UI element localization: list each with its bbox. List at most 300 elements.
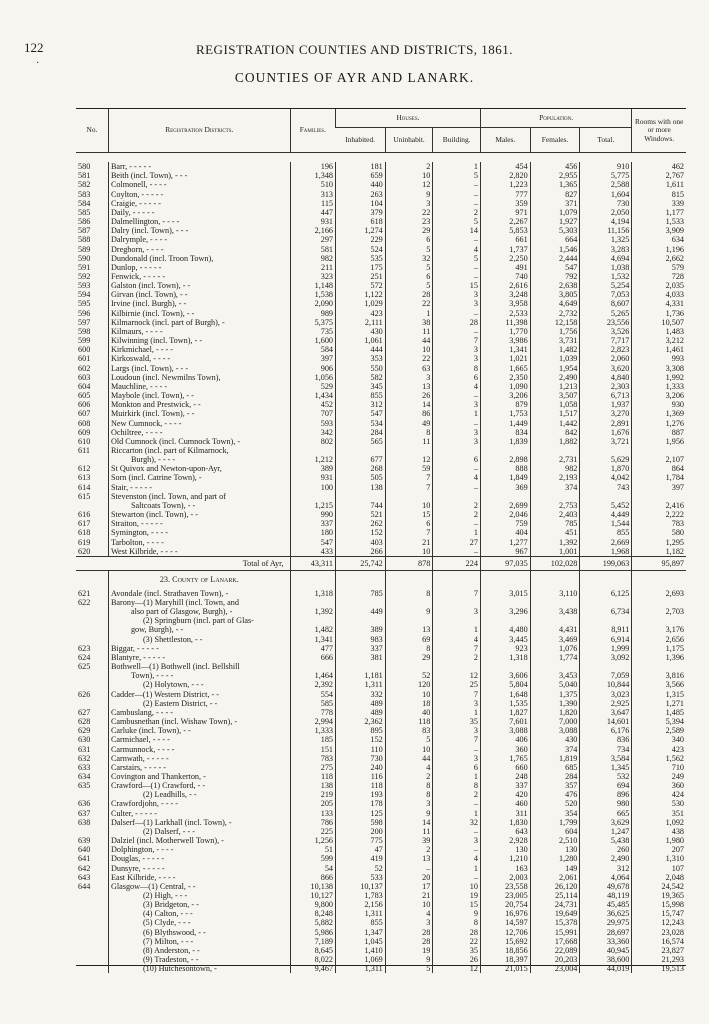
value-cell: 28,697 [580,928,632,937]
value-cell: 547 [336,409,386,418]
district-number: 628 [78,717,91,727]
value-cell: 107 [632,864,686,873]
value-cell: 2,222 [632,510,686,519]
value-cell [385,598,433,607]
table-row [76,616,686,625]
value-cell: 1,310 [632,854,686,863]
value-cell: 10,138 [290,882,335,891]
district-name: Barr, - - - - - [108,162,290,171]
value-cell: 83 [385,726,433,735]
value-cell: 1,196 [632,245,686,254]
value-cell: 3,438 [530,607,580,616]
value-cell: 193 [336,790,386,799]
value-cell: 582 [336,373,386,382]
value-cell: 1,839 [480,437,530,446]
district-number [76,699,108,708]
value-cell [290,446,335,455]
value-cell: 1,937 [580,400,632,409]
district-name: Ochiltree, - - - - [108,428,290,437]
table-row [76,345,686,354]
value-cell: 27 [433,538,481,547]
district-number: 584 [78,198,91,208]
value-cell: 1,341 [290,635,335,644]
district-name: Galston (incl. Town), - - [108,281,290,290]
district-name: Tarbolton, - - - - [108,538,290,547]
value-cell: 598 [336,818,386,827]
statistics-table [76,109,686,973]
district-name: Loudoun (incl. Newmilns Town), [108,373,290,382]
value-cell: 22 [385,299,433,308]
value-cell: 1,318 [290,589,335,598]
value-cell: 263 [336,190,386,199]
value-cell: 1,122 [336,290,386,299]
value-cell: 35 [433,717,481,726]
value-cell [580,598,632,607]
value-cell: 3,731 [530,336,580,345]
total-cell: 199,063 [580,556,632,570]
value-cell: 1,849 [480,473,530,482]
value-cell: 2 [385,845,433,854]
district-number: 596 [78,308,91,318]
district-name: Covington and Thankerton, - [108,772,290,781]
table-row [76,501,686,510]
running-head: REGISTRATION COUNTIES AND DISTRICTS, 1861. [195,42,514,57]
value-cell: 2,616 [480,281,530,290]
value-cell: 44,019 [580,964,632,973]
district-number: 590 [78,253,91,263]
value-cell: 1,676 [580,428,632,437]
district-number [76,680,108,689]
table-row [76,538,686,547]
district-name: (2) Dalserf, - - - [108,827,290,836]
value-cell: 7,189 [290,937,335,946]
value-cell: 593 [290,419,335,428]
district-number: 613 [78,473,91,483]
district-number: 586 [78,217,91,227]
district-name: Saltcoats Town), - - [108,501,290,510]
table-row [76,726,686,735]
value-cell: 15,991 [530,928,580,937]
value-cell: 18,856 [480,946,530,955]
table-row [76,437,686,446]
table-row [76,946,686,955]
value-cell [480,446,530,455]
value-cell: 3,507 [530,391,580,400]
value-cell: 219 [290,790,335,799]
district-name: (6) Blythswood, - - [108,928,290,937]
value-cell: 910 [580,162,632,171]
value-cell [632,492,686,501]
value-cell: 118 [336,781,386,790]
value-cell: 24,542 [632,882,686,891]
value-cell: 1,956 [632,437,686,446]
value-cell: 10 [385,745,433,754]
table-row [76,937,686,946]
value-cell [480,662,530,671]
value-cell: 152 [336,735,386,744]
table-row [76,854,686,863]
district-name: Cambusnethan (incl. Wishaw Town), - [108,717,290,726]
district-number: 642 [78,863,91,873]
value-cell: 5,882 [290,918,335,927]
value-cell: 2,767 [632,171,686,180]
value-cell: 534 [336,419,386,428]
value-cell [530,616,580,625]
district-name: Riccarton (incl. part of Kilmarnock, [108,446,290,455]
district-number: 641 [78,854,91,864]
value-cell: 2,699 [480,501,530,510]
value-cell: – [433,827,481,836]
value-cell: 579 [632,263,686,272]
value-cell: 11 [385,827,433,836]
value-cell: 49 [385,419,433,428]
value-cell: 229 [336,235,386,244]
value-cell [336,616,386,625]
district-name: (2) Holytown, - - - [108,680,290,689]
value-cell: 9 [433,909,481,918]
district-number: 588 [78,235,91,245]
value-cell: 7,000 [530,717,580,726]
value-cell: 138 [336,483,386,492]
value-cell: 2,656 [632,635,686,644]
value-cell [632,616,686,625]
value-cell: 403 [336,538,386,547]
value-cell: 12,706 [480,928,530,937]
value-cell: 20 [385,873,433,882]
value-cell: 4,840 [580,373,632,382]
value-cell: 3,566 [632,680,686,689]
district-name: Muirkirk (incl. Town), - - [108,409,290,418]
value-cell: 6 [433,373,481,382]
district-name: Girvan (incl. Town), - - [108,290,290,299]
table-row [76,391,686,400]
table-row [76,483,686,492]
district-name: (3) Bridgeton, - - [108,900,290,909]
value-cell: 8,911 [580,625,632,634]
value-cell: 3,270 [580,409,632,418]
value-cell: 3,206 [480,391,530,400]
value-cell: 1,434 [290,391,335,400]
value-cell [580,446,632,455]
value-cell: 15,692 [480,937,530,946]
table-row [76,864,686,873]
table-row [76,680,686,689]
total-cell: 43,311 [290,556,335,570]
table-row [76,510,686,519]
value-cell: 802 [290,437,335,446]
district-number: 625 [78,662,91,672]
district-number: 621 [78,588,91,598]
value-cell: 2,589 [632,726,686,735]
value-cell: 17 [385,882,433,891]
value-cell: 5 [433,171,481,180]
value-cell: 2,048 [632,873,686,882]
table-row [76,891,686,900]
value-cell: 5 [433,217,481,226]
value-cell: 1,882 [530,437,580,446]
value-cell: 834 [480,428,530,437]
value-cell: 20,754 [480,900,530,909]
value-cell: 163 [480,864,530,873]
value-cell: 19,513 [632,964,686,973]
value-cell: 397 [632,483,686,492]
value-cell: 181 [336,162,386,171]
value-cell: 345 [336,382,386,391]
value-cell: 8,248 [290,909,335,918]
value-cell: 19 [433,891,481,900]
district-name: Dalmellington, - - - - [108,217,290,226]
district-name: Glasgow—(1) Central, - - [108,882,290,891]
district-number: 597 [78,317,91,327]
value-cell: 18,397 [480,955,530,964]
value-cell [336,662,386,671]
value-cell: 5,452 [580,501,632,510]
district-name: Biggar, - - - - - [108,644,290,653]
district-name: Dreghorn, - - - - [108,245,290,254]
value-cell: 430 [336,327,386,336]
value-cell: 476 [530,790,580,799]
value-cell: 730 [580,199,632,208]
value-cell: 5 [433,254,481,263]
value-cell: 1,648 [480,690,530,699]
district-number: 633 [78,762,91,772]
value-cell: 14,597 [480,918,530,927]
value-cell: 337 [480,781,530,790]
value-cell: 12 [385,180,433,189]
value-cell: 357 [530,781,580,790]
value-cell: 240 [336,763,386,772]
district-number [76,607,108,616]
value-cell: 842 [530,428,580,437]
value-cell: 10,127 [290,891,335,900]
district-name: Dalserf—(1) Larkhall (incl. Town), - [108,818,290,827]
value-cell: 989 [290,309,335,318]
table-row [76,409,686,418]
value-cell: 1,274 [336,226,386,235]
value-cell: 17,668 [530,937,580,946]
value-cell: 23,004 [530,964,580,973]
value-cell: 744 [336,501,386,510]
district-name: Stewarton (incl. Town), - - [108,510,290,519]
value-cell: 178 [336,799,386,808]
district-number: 637 [78,808,91,818]
value-cell [580,662,632,671]
value-cell: – [433,235,481,244]
value-cell: 4,694 [580,254,632,263]
value-cell: 116 [336,772,386,781]
district-name: New Cumnock, - - - - [108,419,290,428]
value-cell: 1,396 [632,653,686,662]
value-cell: 447 [290,208,335,217]
district-name: (3) Shettleston, - - [108,635,290,644]
value-cell: 3,015 [480,589,530,598]
value-cell: 29,975 [580,918,632,927]
value-cell: 866 [290,873,335,882]
value-cell: 1,092 [632,818,686,827]
value-cell: 5,375 [290,318,335,327]
value-cell: 44 [385,336,433,345]
value-cell: 710 [632,763,686,772]
value-cell: 1,517 [530,409,580,418]
value-cell: 855 [336,391,386,400]
value-cell: 777 [480,190,530,199]
district-number: 600 [78,345,91,355]
value-cell: 906 [290,364,335,373]
value-cell: 740 [480,272,530,281]
district-name: (2) Springburn (incl. part of Glas- [108,616,290,625]
value-cell: 4,042 [580,473,632,482]
value-cell: 12 [433,964,481,973]
value-cell: 354 [530,809,580,818]
value-cell: 22 [385,354,433,363]
header-males: Males. [480,128,530,153]
value-cell: 268 [336,464,386,473]
district-name: Carmunnock, - - - - [108,745,290,754]
value-cell: 3,958 [480,299,530,308]
value-cell [433,616,481,625]
value-cell: 3,176 [632,625,686,634]
value-cell: 785 [336,589,386,598]
value-cell: 248 [480,772,530,781]
table-row [76,671,686,680]
value-cell: 360 [480,745,530,754]
district-number [76,891,108,900]
value-cell: 743 [580,483,632,492]
value-cell: 5,265 [580,309,632,318]
district-number: 607 [78,409,91,419]
value-cell: 260 [580,845,632,854]
value-cell: 2,638 [530,281,580,290]
value-cell: 3,584 [580,754,632,763]
value-cell: 1,311 [336,680,386,689]
table-row [76,790,686,799]
value-cell: 1,449 [480,419,530,428]
ayr-total-label: Total of Ayr, [76,556,290,570]
value-cell: 2,891 [580,419,632,428]
value-cell: 572 [336,281,386,290]
value-cell: 3,816 [632,671,686,680]
header-total: Total. [580,128,632,153]
value-cell: 3 [433,754,481,763]
district-name: (5) Clyde, - - - [108,918,290,927]
value-cell: 389 [290,464,335,473]
value-cell: 360 [632,781,686,790]
value-cell: 3,526 [580,327,632,336]
value-cell: 454 [480,162,530,171]
district-number: 585 [78,207,91,217]
district-number: 611 [78,445,90,455]
value-cell: 7 [433,644,481,653]
value-cell: 3 [433,354,481,363]
value-cell [290,662,335,671]
table-row [76,763,686,772]
district-number: 643 [78,872,91,882]
district-name: Irvine (incl. Burgh), - - [108,299,290,308]
value-cell: 12 [385,455,433,464]
value-cell: 5,986 [290,928,335,937]
district-number: 610 [78,436,91,446]
district-number: 604 [78,381,91,391]
value-cell: 1,535 [480,699,530,708]
district-name: Stevenston (incl. Town, and part of [108,492,290,501]
district-number: 612 [78,464,91,474]
value-cell: 532 [580,772,632,781]
value-cell: 931 [290,473,335,482]
value-cell: 4 [433,635,481,644]
value-cell: 379 [336,208,386,217]
value-cell: 2,061 [530,873,580,882]
value-cell: 262 [336,519,386,528]
table-row [76,299,686,308]
table-row [76,226,686,235]
value-cell: – [433,464,481,473]
value-cell: 14 [433,226,481,235]
value-cell: 337 [290,519,335,528]
value-cell: 9 [385,955,433,964]
district-number: 599 [78,336,91,346]
value-cell: 2,035 [632,281,686,290]
value-cell: 16,976 [480,909,530,918]
value-cell: 1,483 [632,327,686,336]
value-cell: 2,060 [580,354,632,363]
value-cell [480,598,530,607]
value-cell: 786 [290,818,335,827]
value-cell: 535 [336,254,386,263]
value-cell: 23,558 [480,882,530,891]
district-name: (4) Calton, - - - [108,909,290,918]
value-cell: 3,088 [530,726,580,735]
district-number [76,928,108,937]
value-cell: 28 [433,318,481,327]
value-cell: 1,177 [632,208,686,217]
value-cell: 1,753 [480,409,530,418]
value-cell [290,616,335,625]
value-cell: – [433,180,481,189]
value-cell: 2,267 [480,217,530,226]
table-row [76,964,686,973]
district-number [76,635,108,644]
value-cell: 2,303 [580,382,632,391]
value-cell: 374 [530,483,580,492]
value-cell: 28 [385,290,433,299]
value-cell: 491 [480,263,530,272]
value-cell: 11 [385,437,433,446]
value-cell: 23,827 [632,946,686,955]
value-cell: 3,629 [580,818,632,827]
value-cell: 6,125 [580,589,632,598]
value-cell: 5 [385,245,433,254]
value-cell: 1,827 [480,708,530,717]
district-name: Blantyre, - - - - - [108,653,290,662]
value-cell: 533 [336,873,386,882]
value-cell: 2,823 [580,345,632,354]
value-cell: 3 [385,373,433,382]
district-number: 619 [78,537,91,547]
value-cell: 8,607 [580,299,632,308]
value-cell: 1,347 [336,928,386,937]
value-cell: 1,029 [336,299,386,308]
value-cell: 5,438 [580,836,632,845]
value-cell: – [433,309,481,318]
value-cell: – [433,519,481,528]
district-name: Dalziel (incl. Motherwell Town), - [108,836,290,845]
value-cell: 2,898 [480,455,530,464]
value-cell: 677 [336,455,386,464]
value-cell [632,598,686,607]
district-name: Monkton and Prestwick, - - [108,400,290,409]
value-cell: 4,331 [632,299,686,308]
value-cell: 3,212 [632,336,686,345]
